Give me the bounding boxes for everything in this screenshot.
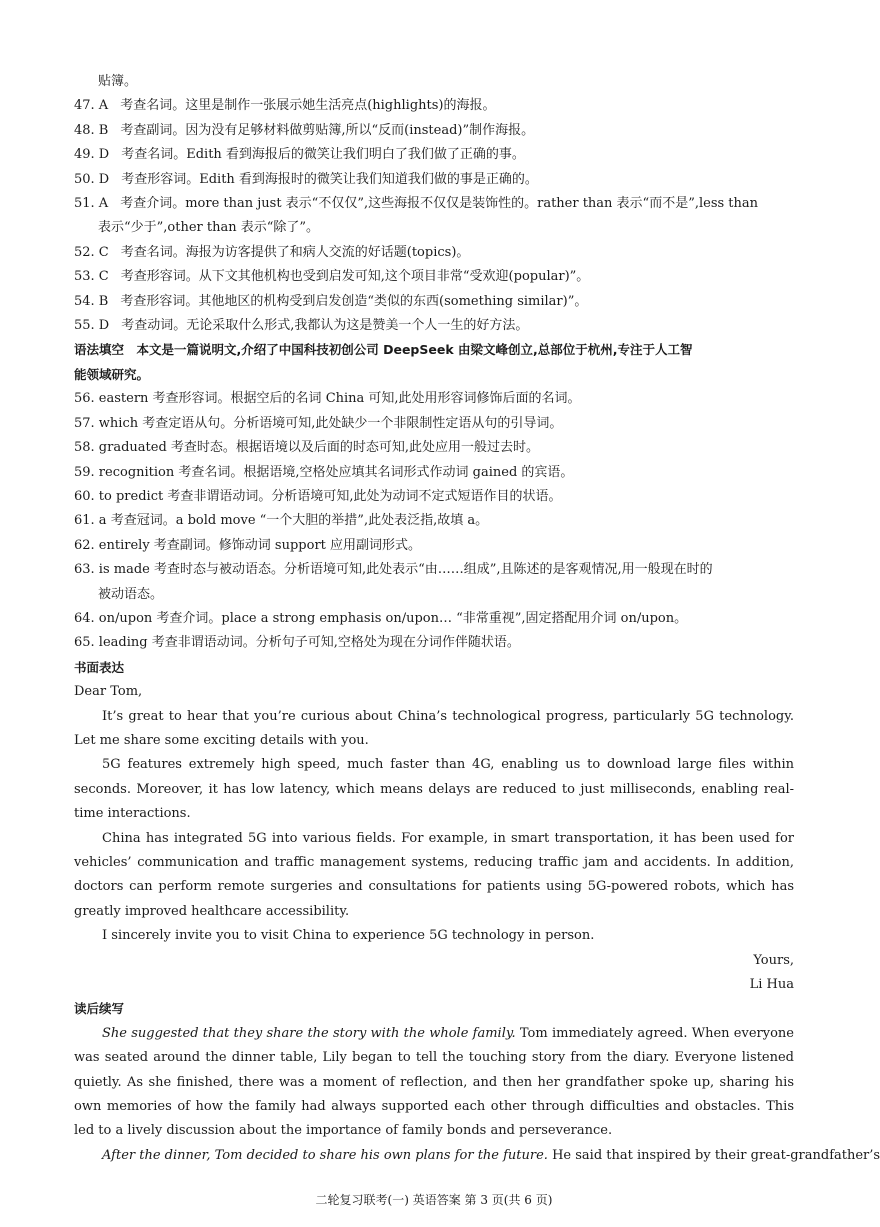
answer-explanation: 考查名词。Edith 看到海报后的微笑让我们明白了我们做了正确的事。 bbox=[121, 147, 525, 163]
grammar-answer-row: 61. a 考查冠词。a bold move “一个大胆的举措”,此处表泛指,故填 a。 bbox=[74, 513, 489, 529]
grammar-section-header: 语法填空 本文是一篇说明文,介绍了中国科技初创公司 DeepSeek 由梁文峰创立,总部位于杭州,专注于人工智 bbox=[74, 342, 693, 358]
grammar-answer-row: 59. recognition 考查名词。根据语境,空格处应填其名词形式作动词 gained 的宾语。 bbox=[74, 464, 574, 480]
answer-explanation: 考查名词。海报为访客提供了和病人交流的好话题(topics)。 bbox=[120, 244, 470, 260]
answer-explanation: 考查形容词。Edith 看到海报时的微笑让我们知道我们做的事是正确的。 bbox=[121, 171, 538, 187]
mc-answer-row bbox=[74, 119, 794, 143]
answer-number: 52. C bbox=[74, 244, 109, 260]
answer-number: 50. D bbox=[74, 171, 110, 187]
answer-explanation: 贴簿。 bbox=[98, 74, 138, 89]
mc-answer-row bbox=[74, 168, 794, 192]
grammar-answer-list bbox=[74, 387, 794, 655]
letter-paragraph-2: 5G features extremely high speed, much faster than 4G, enabling us to download large files within seconds. Moreover, it has low latency, which means delays are reduced to just milliseconds, enabling real-time interactions. bbox=[74, 757, 794, 822]
continuation-body-1: Tom immediately agreed. When everyone was seated around the dinner table, Lily began to tell the touching story from the diary. Everyone listened quietly. As she finished, there was a moment of reflection, and then her grandfather spoke up, sharing his own memories of how the family had always supported each other through difficulties and obstacles. This led to a lively discussion about the importance of family bonds and perseverance. bbox=[74, 1025, 794, 1139]
letter-signature: Li Hua bbox=[749, 977, 794, 993]
answer-explanation: 考查介词。more than just 表示“不仅仅”,这些海报不仅仅是装饰性的。rather than 表示“而不是”,less than bbox=[120, 196, 759, 212]
answer-number: 55. D bbox=[74, 318, 110, 334]
answer-explanation: 考查副词。因为没有足够材料做剪贴簿,所以“反而(instead)”制作海报。 bbox=[120, 122, 535, 138]
answer-explanation: 考查名词。这里是制作一张展示她生活亮点(highlights)的海报。 bbox=[120, 98, 496, 114]
continuation-lead-sentence-2: After the dinner, Tom decided to share his own plans for the future. bbox=[102, 1147, 548, 1163]
mc-answer-row bbox=[74, 70, 794, 94]
letter-greeting: Dear Tom, bbox=[74, 684, 143, 700]
grammar-answer-row: 56. eastern 考查形容词。根据空后的名词 China 可知,此处用形容词修饰后面的名词。 bbox=[74, 391, 581, 407]
answer-explanation: 考查动词。无论采取什么形式,我都认为这是赞美一个人一生的好方法。 bbox=[121, 318, 529, 334]
grammar-answer-row: 57. which 考查定语从句。分析语境可知,此处缺少一个非限制性定语从句的引导词。 bbox=[74, 415, 563, 431]
mc-answer-row bbox=[74, 314, 794, 338]
answer-explanation: 考查形容词。从下文其他机构也受到启发可知,这个项目非常“受欢迎(popular)”。 bbox=[120, 269, 590, 285]
letter-paragraph-3: China has integrated 5G into various fields. For example, in smart transportation, it has been used for vehicles’ communication and traffic management systems, reducing traffic jam and accidents. In addition, doctors can perform remote surgeries and consultations for patients using 5G-powered robots, which has greatly improved healthcare accessibility. bbox=[74, 830, 794, 919]
mc-answer-row bbox=[74, 290, 794, 314]
answer-number: 54. B bbox=[74, 293, 109, 309]
letter-paragraph-4: I sincerely invite you to visit China to experience 5G technology in person. bbox=[102, 928, 595, 944]
mc-answer-row bbox=[74, 241, 794, 265]
answer-explanation: 表示“少于”,other than 表示“除了”。 bbox=[98, 220, 320, 236]
grammar-section-header-cont: 能领域研究。 bbox=[74, 366, 150, 382]
continuation-paragraph-1 bbox=[74, 1022, 794, 1144]
continuation-section-header: 读后续写 bbox=[74, 1001, 125, 1017]
letter-closing: Yours, bbox=[753, 952, 794, 968]
answer-explanation: 考查形容词。其他地区的机构受到启发创造“类似的东西(something similar)”。 bbox=[120, 293, 588, 309]
answer-number: 49. D bbox=[74, 147, 110, 163]
grammar-answer-row: 60. to predict 考查非谓语动词。分析语境可知,此处为动词不定式短语作目的状语。 bbox=[74, 488, 562, 504]
mc-answer-list bbox=[74, 70, 794, 338]
page-footer: 二轮复习联考(一) 英语答案 第 3 页(共 6 页) bbox=[315, 1193, 553, 1207]
continuation-body-2: He said that inspired by their great-grandfather’s bbox=[547, 1147, 880, 1163]
grammar-answer-row: 63. is made 考查时态与被动语态。分析语境可知,此处表示“由……组成”,且陈述的是客观情况,用一般现在时的 bbox=[74, 562, 713, 578]
mc-answer-row bbox=[74, 216, 794, 240]
mc-answer-row bbox=[74, 192, 794, 216]
grammar-answer-row: 被动语态。 bbox=[98, 586, 164, 602]
writing-section-header: 书面表达 bbox=[74, 659, 125, 675]
grammar-answer-row: 62. entirely 考查副词。修饰动词 support 应用副词形式。 bbox=[74, 537, 422, 553]
grammar-answer-row: 58. graduated 考查时态。根据语境以及后面的时态可知,此处应用一般过去时。 bbox=[74, 440, 540, 456]
continuation-paragraph-2 bbox=[74, 1144, 880, 1168]
answer-number: 48. B bbox=[74, 122, 109, 138]
answer-number: 53. C bbox=[74, 269, 109, 285]
mc-answer-row bbox=[74, 143, 794, 167]
letter-paragraph-1: It’s great to hear that you’re curious about China’s technological progress, particularly 5G technology. Let me share some exciting details with you. bbox=[74, 708, 794, 748]
answer-number: 51. A bbox=[74, 196, 109, 212]
continuation-lead-sentence-1: She suggested that they share the story with the whole family. bbox=[102, 1025, 516, 1041]
answer-number: 47. A bbox=[74, 98, 109, 114]
grammar-answer-row: 65. leading 考查非谓语动词。分析句子可知,空格处为现在分词作伴随状语。 bbox=[74, 635, 520, 651]
mc-answer-row bbox=[74, 94, 794, 118]
mc-answer-row bbox=[74, 265, 794, 289]
grammar-answer-row: 64. on/upon 考查介词。place a strong emphasis on/upon… “非常重视”,固定搭配用介词 on/upon。 bbox=[74, 610, 688, 626]
